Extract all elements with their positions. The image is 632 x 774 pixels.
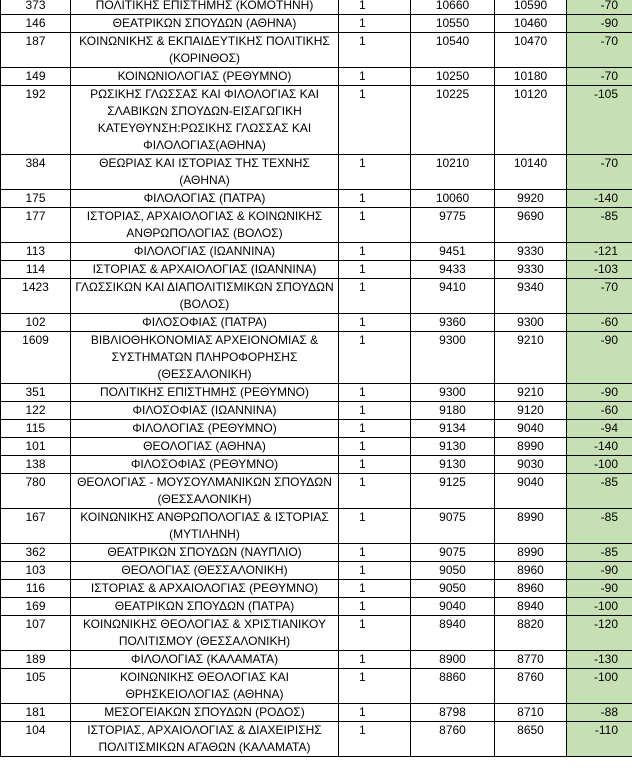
score-2-cell[interactable]: 10180 <box>495 68 567 86</box>
dept-name-cell[interactable]: ΚΟΙΝΩΝΙΚΗΣ ΘΕΟΛΟΓΙΑΣ ΚΑΙ ΘΡΗΣΚΕΙΟΛΟΓΙΑΣ (ΑΘΗΝΑ) <box>71 669 339 704</box>
score-1-cell[interactable]: 9130 <box>411 456 495 474</box>
table-row <box>1 509 632 544</box>
score-1-cell[interactable]: 8760 <box>411 722 495 757</box>
difference-cell[interactable]: -70 <box>567 33 632 68</box>
difference-cell[interactable]: -70 <box>567 279 632 314</box>
seats-cell[interactable]: 1 <box>339 314 411 332</box>
seats-cell[interactable]: 1 <box>339 68 411 86</box>
score-2-cell[interactable]: 8940 <box>495 598 567 616</box>
seats-cell[interactable]: 1 <box>339 562 411 580</box>
dept-code-cell[interactable]: 101 <box>1 438 71 456</box>
score-2-cell[interactable]: 9330 <box>495 261 567 279</box>
seats-cell[interactable]: 1 <box>339 616 411 651</box>
seats-cell[interactable]: 1 <box>339 402 411 420</box>
dept-name-cell[interactable]: ΠΟΛΙΤΙΚΗΣ ΕΠΙΣΤΗΜΗΣ (ΚΟΜΟΤΗΝΗ) <box>71 0 339 15</box>
score-1-cell[interactable]: 9300 <box>411 332 495 384</box>
score-2-cell[interactable]: 9330 <box>495 243 567 261</box>
score-2-cell[interactable]: 8710 <box>495 704 567 722</box>
difference-cell[interactable]: -90 <box>567 384 632 402</box>
dept-name-cell[interactable]: ΚΟΙΝΩΝΙΚΗΣ & ΕΚΠΑΙΔΕΥΤΙΚΗΣ ΠΟΛΙΤΙΚΗΣ (ΚΟΡΙΝΘΟΣ) <box>71 33 339 68</box>
dept-name-cell[interactable]: ΦΙΛΟΛΟΓΙΑΣ (ΡΕΘΥΜΝΟ) <box>71 420 339 438</box>
seats-cell[interactable]: 1 <box>339 704 411 722</box>
difference-cell[interactable]: -90 <box>567 580 632 598</box>
difference-cell[interactable]: -85 <box>567 208 632 243</box>
table-row <box>1 261 632 279</box>
score-2-cell[interactable]: 8760 <box>495 669 567 704</box>
dept-name-cell[interactable]: ΙΣΤΟΡΙΑΣ, ΑΡΧΑΙΟΛΟΓΙΑΣ & ΚΟΙΝΩΝΙΚΗΣ ΑΝΘΡΩΠΟΛΟΓΙΑΣ (ΒΟΛΟΣ) <box>71 208 339 243</box>
seats-cell[interactable]: 1 <box>339 155 411 190</box>
difference-cell[interactable]: -70 <box>567 68 632 86</box>
difference-cell[interactable]: -85 <box>567 474 632 509</box>
dept-code-cell[interactable]: 104 <box>1 722 71 757</box>
seats-cell[interactable]: 1 <box>339 580 411 598</box>
score-1-cell[interactable]: 8798 <box>411 704 495 722</box>
score-1-cell[interactable]: 9075 <box>411 544 495 562</box>
dept-code-cell[interactable]: 780 <box>1 474 71 509</box>
dept-name-cell[interactable]: ΘΕΟΛΟΓΙΑΣ (ΑΘΗΝΑ) <box>71 438 339 456</box>
seats-cell[interactable]: 1 <box>339 0 411 15</box>
seats-cell[interactable]: 1 <box>339 420 411 438</box>
difference-cell[interactable]: -121 <box>567 243 632 261</box>
score-1-cell[interactable]: 10660 <box>411 0 495 15</box>
difference-cell[interactable]: -60 <box>567 314 632 332</box>
difference-cell[interactable]: -130 <box>567 651 632 669</box>
difference-cell[interactable]: -100 <box>567 669 632 704</box>
difference-cell[interactable]: -120 <box>567 616 632 651</box>
dept-name-cell[interactable]: ΦΙΛΟΣΟΦΙΑΣ (ΙΩΑΝΝΙΝΑ) <box>71 402 339 420</box>
dept-name-cell[interactable]: ΙΣΤΟΡΙΑΣ & ΑΡΧΑΙΟΛΟΓΙΑΣ (ΙΩΑΝΝΙΝΑ) <box>71 261 339 279</box>
seats-cell[interactable]: 1 <box>339 456 411 474</box>
dept-name-cell[interactable]: ΘΕΑΤΡΙΚΩΝ ΣΠΟΥΔΩΝ (ΑΘΗΝΑ) <box>71 15 339 33</box>
difference-cell[interactable]: -140 <box>567 438 632 456</box>
table-row <box>1 420 632 438</box>
table-row <box>1 438 632 456</box>
table-row <box>1 651 632 669</box>
dept-name-cell[interactable]: ΙΣΤΟΡΙΑΣ, ΑΡΧΑΙΟΛΟΓΙΑΣ & ΔΙΑΧΕΙΡΙΣΗΣ ΠΟΛΙΤΙΣΜΙΚΩΝ ΑΓΑΘΩΝ (ΚΑΛΑΜΑΤΑ) <box>71 722 339 757</box>
dept-name-cell[interactable]: ΠΟΛΙΤΙΚΗΣ ΕΠΙΣΤΗΜΗΣ (ΡΕΘΥΜΝΟ) <box>71 384 339 402</box>
score-2-cell[interactable]: 9210 <box>495 384 567 402</box>
dept-code-cell[interactable]: 107 <box>1 616 71 651</box>
dept-name-cell[interactable]: ΦΙΛΟΛΟΓΙΑΣ (ΚΑΛΑΜΑΤΑ) <box>71 651 339 669</box>
dept-code-cell[interactable]: 362 <box>1 544 71 562</box>
score-2-cell[interactable]: 8960 <box>495 580 567 598</box>
score-2-cell[interactable]: 10590 <box>495 0 567 15</box>
table-row <box>1 68 632 86</box>
score-2-cell[interactable]: 9120 <box>495 402 567 420</box>
score-1-cell[interactable]: 9300 <box>411 384 495 402</box>
dept-name-cell[interactable]: ΘΕΟΛΟΓΙΑΣ - ΜΟΥΣΟΥΛΜΑΝΙΚΩΝ ΣΠΟΥΔΩΝ (ΘΕΣΣΑΛΟΝΙΚΗ) <box>71 474 339 509</box>
dept-code-cell[interactable]: 373 <box>1 0 71 15</box>
score-1-cell[interactable]: 10210 <box>411 155 495 190</box>
score-1-cell[interactable]: 8900 <box>411 651 495 669</box>
table-row <box>1 669 632 704</box>
table-row <box>1 722 632 757</box>
score-1-cell[interactable]: 9410 <box>411 279 495 314</box>
score-2-cell[interactable]: 9040 <box>495 474 567 509</box>
difference-cell[interactable]: -85 <box>567 509 632 544</box>
dept-name-cell[interactable]: ΙΣΤΟΡΙΑΣ & ΑΡΧΑΙΟΛΟΓΙΑΣ (ΡΕΘΥΜΝΟ) <box>71 580 339 598</box>
difference-cell[interactable]: -90 <box>567 562 632 580</box>
table-row <box>1 0 632 15</box>
seats-cell[interactable]: 1 <box>339 208 411 243</box>
score-2-cell[interactable]: 8960 <box>495 562 567 580</box>
dept-name-cell[interactable]: ΡΩΣΙΚΗΣ ΓΛΩΣΣΑΣ ΚΑΙ ΦΙΛΟΛΟΓΙΑΣ ΚΑΙ ΣΛΑΒΙΚΩΝ ΣΠΟΥΔΩΝ-ΕΙΣΑΓΩΓΙΚΗ ΚΑΤΕΥΘΥΝΣΗ:ΡΩΣΙΚΗΣ ΓΛΩΣΣΑΣ ΚΑΙ ΦΙΛΟΛΟΓΙΑΣ(ΑΘΗΝΑ) <box>71 86 339 155</box>
table-row <box>1 243 632 261</box>
dept-name-cell[interactable]: ΒΙΒΛΙΟΘΗΚΟΝΟΜΙΑΣ ΑΡΧΕΙΟΝΟΜΙΑΣ & ΣΥΣΤΗΜΑΤΩΝ ΠΛΗΡΟΦΟΡΗΣΗΣ (ΘΕΣΣΑΛΟΝΙΚΗ) <box>71 332 339 384</box>
dept-name-cell[interactable]: ΚΟΙΝΩΝΙΟΛΟΓΙΑΣ (ΡΕΘΥΜΝΟ) <box>71 68 339 86</box>
difference-cell[interactable]: -110 <box>567 722 632 757</box>
difference-cell[interactable]: -85 <box>567 544 632 562</box>
seats-cell[interactable]: 1 <box>339 598 411 616</box>
score-2-cell[interactable]: 9340 <box>495 279 567 314</box>
table-row <box>1 33 632 68</box>
score-2-cell[interactable]: 10120 <box>495 86 567 155</box>
score-1-cell[interactable]: 9125 <box>411 474 495 509</box>
dept-code-cell[interactable]: 102 <box>1 314 71 332</box>
dept-name-cell[interactable]: ΘΕΑΤΡΙΚΩΝ ΣΠΟΥΔΩΝ (ΠΑΤΡΑ) <box>71 598 339 616</box>
difference-cell[interactable]: -100 <box>567 456 632 474</box>
table-row <box>1 332 632 384</box>
seats-cell[interactable]: 1 <box>339 15 411 33</box>
table-row <box>1 580 632 598</box>
dept-name-cell[interactable]: ΚΟΙΝΩΝΙΚΗΣ ΘΕΟΛΟΓΙΑΣ & ΧΡΙΣΤΙΑΝΙΚΟΥ ΠΟΛΙΤΙΣΜΟΥ (ΘΕΣΣΑΛΟΝΙΚΗ) <box>71 616 339 651</box>
difference-cell[interactable]: -60 <box>567 402 632 420</box>
table-row <box>1 562 632 580</box>
dept-code-cell[interactable]: 113 <box>1 243 71 261</box>
score-2-cell[interactable]: 10460 <box>495 15 567 33</box>
dept-code-cell[interactable]: 105 <box>1 669 71 704</box>
seats-cell[interactable]: 1 <box>339 544 411 562</box>
score-2-cell[interactable]: 9920 <box>495 190 567 208</box>
score-2-cell[interactable]: 8990 <box>495 509 567 544</box>
score-2-cell[interactable]: 8650 <box>495 722 567 757</box>
difference-cell[interactable]: -105 <box>567 86 632 155</box>
score-1-cell[interactable]: 10550 <box>411 15 495 33</box>
seats-cell[interactable]: 1 <box>339 332 411 384</box>
difference-cell[interactable]: -70 <box>567 155 632 190</box>
table-row <box>1 190 632 208</box>
seats-cell[interactable]: 1 <box>339 474 411 509</box>
table-row <box>1 474 632 509</box>
table-row <box>1 208 632 243</box>
score-2-cell[interactable]: 9690 <box>495 208 567 243</box>
table-row <box>1 314 632 332</box>
table-row <box>1 544 632 562</box>
difference-cell[interactable]: -100 <box>567 598 632 616</box>
dept-name-cell[interactable]: ΚΟΙΝΩΝΙΚΗΣ ΑΝΘΡΩΠΟΛΟΓΙΑΣ & ΙΣΤΟΡΙΑΣ (ΜΥΤΙΛΗΝΗ) <box>71 509 339 544</box>
score-1-cell[interactable]: 10540 <box>411 33 495 68</box>
dept-code-cell[interactable]: 116 <box>1 580 71 598</box>
score-1-cell[interactable]: 9130 <box>411 438 495 456</box>
score-1-cell[interactable]: 9775 <box>411 208 495 243</box>
dept-code-cell[interactable]: 115 <box>1 420 71 438</box>
difference-cell[interactable]: -103 <box>567 261 632 279</box>
dept-code-cell[interactable]: 351 <box>1 384 71 402</box>
score-1-cell[interactable]: 9050 <box>411 580 495 598</box>
dept-code-cell[interactable]: 187 <box>1 33 71 68</box>
dept-code-cell[interactable]: 1423 <box>1 279 71 314</box>
score-2-cell[interactable]: 9210 <box>495 332 567 384</box>
seats-cell[interactable]: 1 <box>339 86 411 155</box>
score-1-cell[interactable]: 8940 <box>411 616 495 651</box>
score-1-cell[interactable]: 9451 <box>411 243 495 261</box>
table-body <box>1 0 632 757</box>
seats-cell[interactable]: 1 <box>339 243 411 261</box>
score-2-cell[interactable]: 10140 <box>495 155 567 190</box>
difference-cell[interactable]: -90 <box>567 15 632 33</box>
score-2-cell[interactable]: 9300 <box>495 314 567 332</box>
score-1-cell[interactable]: 9134 <box>411 420 495 438</box>
score-2-cell[interactable]: 9030 <box>495 456 567 474</box>
score-1-cell[interactable]: 9050 <box>411 562 495 580</box>
seats-cell[interactable]: 1 <box>339 279 411 314</box>
table-row <box>1 86 632 155</box>
seats-cell[interactable]: 1 <box>339 190 411 208</box>
table-row <box>1 279 632 314</box>
seats-cell[interactable]: 1 <box>339 33 411 68</box>
dept-code-cell[interactable]: 175 <box>1 190 71 208</box>
score-1-cell[interactable]: 9433 <box>411 261 495 279</box>
dept-name-cell[interactable]: ΓΛΩΣΣΙΚΩΝ ΚΑΙ ΔΙΑΠΟΛΙΤΙΣΜΙΚΩΝ ΣΠΟΥΔΩΝ (ΒΟΛΟΣ) <box>71 279 339 314</box>
seats-cell[interactable]: 1 <box>339 384 411 402</box>
table-row <box>1 456 632 474</box>
dept-code-cell[interactable]: 138 <box>1 456 71 474</box>
dept-code-cell[interactable]: 192 <box>1 86 71 155</box>
seats-cell[interactable]: 1 <box>339 722 411 757</box>
dept-name-cell[interactable]: ΦΙΛΟΣΟΦΙΑΣ (ΠΑΤΡΑ) <box>71 314 339 332</box>
score-1-cell[interactable]: 9360 <box>411 314 495 332</box>
dept-name-cell[interactable]: ΘΕΟΛΟΓΙΑΣ (ΘΕΣΣΑΛΟΝΙΚΗ) <box>71 562 339 580</box>
score-1-cell[interactable]: 10225 <box>411 86 495 155</box>
dept-code-cell[interactable]: 122 <box>1 402 71 420</box>
score-1-cell[interactable]: 10060 <box>411 190 495 208</box>
score-1-cell[interactable]: 9040 <box>411 598 495 616</box>
dept-code-cell[interactable]: 167 <box>1 509 71 544</box>
score-2-cell[interactable]: 10470 <box>495 33 567 68</box>
table-row <box>1 598 632 616</box>
dept-name-cell[interactable]: ΦΙΛΟΛΟΓΙΑΣ (ΠΑΤΡΑ) <box>71 190 339 208</box>
score-2-cell[interactable]: 8770 <box>495 651 567 669</box>
dept-code-cell[interactable]: 103 <box>1 562 71 580</box>
table-row <box>1 402 632 420</box>
table-row <box>1 616 632 651</box>
dept-name-cell[interactable]: ΦΙΛΟΛΟΓΙΑΣ (ΙΩΑΝΝΙΝΑ) <box>71 243 339 261</box>
table-row <box>1 155 632 190</box>
score-2-cell[interactable]: 8820 <box>495 616 567 651</box>
dept-code-cell[interactable]: 169 <box>1 598 71 616</box>
seats-cell[interactable]: 1 <box>339 651 411 669</box>
dept-code-cell[interactable]: 189 <box>1 651 71 669</box>
dept-code-cell[interactable]: 181 <box>1 704 71 722</box>
dept-code-cell[interactable]: 177 <box>1 208 71 243</box>
score-2-cell[interactable]: 8990 <box>495 438 567 456</box>
score-1-cell[interactable]: 10250 <box>411 68 495 86</box>
table-row <box>1 704 632 722</box>
seats-cell[interactable]: 1 <box>339 509 411 544</box>
dept-code-cell[interactable]: 149 <box>1 68 71 86</box>
seats-cell[interactable]: 1 <box>339 438 411 456</box>
table-row <box>1 15 632 33</box>
dept-name-cell[interactable]: ΦΙΛΟΣΟΦΙΑΣ (ΡΕΘΥΜΝΟ) <box>71 456 339 474</box>
dept-name-cell[interactable]: ΘΕΑΤΡΙΚΩΝ ΣΠΟΥΔΩΝ (ΝΑΥΠΛΙΟ) <box>71 544 339 562</box>
score-1-cell[interactable]: 9180 <box>411 402 495 420</box>
table-row <box>1 384 632 402</box>
difference-cell[interactable]: -88 <box>567 704 632 722</box>
dept-code-cell[interactable]: 384 <box>1 155 71 190</box>
difference-cell[interactable]: -140 <box>567 190 632 208</box>
dept-code-cell[interactable]: 1609 <box>1 332 71 384</box>
dept-code-cell[interactable]: 146 <box>1 15 71 33</box>
seats-cell[interactable]: 1 <box>339 261 411 279</box>
dept-name-cell[interactable]: ΜΕΣΟΓΕΙΑΚΩΝ ΣΠΟΥΔΩΝ (ΡΟΔΟΣ) <box>71 704 339 722</box>
difference-cell[interactable]: -70 <box>567 0 632 15</box>
score-2-cell[interactable]: 8990 <box>495 544 567 562</box>
score-1-cell[interactable]: 8860 <box>411 669 495 704</box>
dept-code-cell[interactable]: 114 <box>1 261 71 279</box>
difference-cell[interactable]: -90 <box>567 332 632 384</box>
score-1-cell[interactable]: 9075 <box>411 509 495 544</box>
dept-name-cell[interactable]: ΘΕΩΡΙΑΣ ΚΑΙ ΙΣΤΟΡΙΑΣ ΤΗΣ ΤΕΧΝΗΣ (ΑΘΗΝΑ) <box>71 155 339 190</box>
seats-cell[interactable]: 1 <box>339 669 411 704</box>
difference-cell[interactable]: -94 <box>567 420 632 438</box>
score-2-cell[interactable]: 9040 <box>495 420 567 438</box>
